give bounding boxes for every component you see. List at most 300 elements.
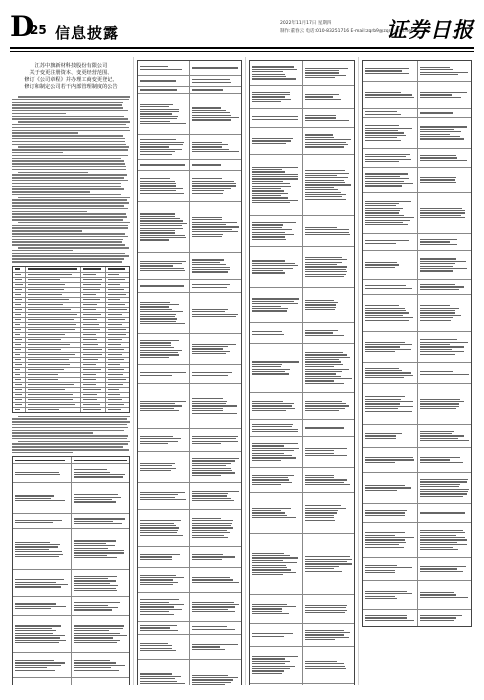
text-line [12,152,63,154]
text-line [83,274,96,275]
text-line [420,486,460,487]
text-line [192,264,226,265]
text-line [305,453,334,454]
text-line [140,223,187,224]
page-number: 25 [30,23,47,37]
table-cell [13,464,72,482]
text-line [365,181,404,182]
text-line [28,274,72,275]
table-cell [72,678,130,685]
table-cell [81,348,105,352]
text-line [365,305,399,306]
table-cell [138,568,190,592]
text-line [140,230,175,231]
table-cell [250,493,303,533]
text-line [12,169,126,171]
text-line [365,539,405,540]
text-line [28,309,71,310]
text-line [305,75,347,76]
text-line [420,544,468,545]
text-line [252,565,286,566]
table-cell [363,168,418,192]
table-row [13,408,129,412]
table-cell [250,624,303,646]
text-line [140,237,186,238]
text-line [12,427,128,429]
text-line [420,92,467,93]
table-cell [26,403,81,407]
text-line [365,183,413,184]
table-cell [106,373,129,377]
text-line [192,470,232,471]
text-line [365,68,409,69]
text-line [15,334,20,335]
table-cell [81,333,105,337]
text-line [252,140,291,141]
text-line [252,236,285,237]
text-line [192,142,222,143]
text-line [365,173,408,174]
text-line [192,460,235,461]
text-line [420,94,453,95]
table-cell [81,328,105,332]
text-line [252,76,286,77]
table-cell [418,473,472,503]
text-line [108,329,127,330]
table-cell [81,323,105,327]
text-line [420,597,469,598]
text-line [365,457,413,458]
text-line [74,460,127,461]
text-line [252,229,292,230]
table-cell [138,87,190,93]
text-line [192,458,239,459]
text-line [252,633,293,634]
text-line [365,73,409,74]
text-line [192,532,230,533]
text-line [140,309,172,310]
text-line [365,570,395,571]
text-line [305,72,339,73]
text-line [420,349,453,350]
text-line [305,146,344,147]
text-line [12,208,128,210]
table-cell [72,616,130,652]
table-cell [13,278,26,282]
text-line [12,443,128,445]
text-line [12,261,122,263]
text-line [192,107,221,108]
table-cell [303,128,355,154]
text-line [74,642,118,643]
text-line [420,270,454,271]
table-row [250,624,354,647]
text-line [83,294,95,295]
text-line [192,82,231,83]
section-letter: D [10,10,35,43]
table-cell [81,313,105,317]
text-line [252,477,288,478]
table-cell [418,61,472,81]
text-line [305,184,351,185]
table-row [363,109,471,118]
text-line [192,443,221,444]
table-row [363,280,471,295]
text-line [305,77,335,78]
table-cell [106,338,129,342]
text-line [12,188,124,190]
text-line [420,512,466,513]
text-line [12,225,128,227]
text-line [140,604,184,605]
table-row [363,473,471,504]
text-line [305,561,348,562]
text-line [365,375,413,376]
text-line [420,493,468,494]
text-line [305,264,338,265]
table-cell [13,267,26,272]
table-row [250,493,354,534]
text-line [15,324,20,325]
text-line [12,449,129,451]
text-line [252,227,282,228]
table-cell [138,293,190,333]
text-line [420,374,469,375]
table-cell [106,267,129,272]
text-line [140,66,168,67]
text-line [140,151,175,152]
text-line [192,346,228,347]
text-line [140,181,175,182]
text-line [420,457,461,458]
table-cell [13,363,26,367]
table-cell [106,368,129,372]
text-line [365,459,414,460]
text-line [420,433,453,434]
text-line [420,69,453,70]
text-line [140,164,185,165]
table-row [138,293,241,334]
text-line [74,548,108,549]
text-line [74,667,111,668]
text-line [192,629,235,630]
text-line [365,159,411,160]
text-line [365,596,395,597]
text-line [12,241,122,243]
text-line [420,286,465,287]
text-line [83,379,96,380]
text-line [15,546,58,547]
table-cell [418,523,472,557]
text-line [305,475,335,476]
text-line [252,183,290,184]
text-line [365,312,409,313]
table-cell [13,403,26,407]
text-line [420,354,455,355]
text-line [192,559,222,560]
table-row [250,247,354,288]
text-line [305,403,346,404]
text-line [140,123,186,124]
text-line [140,104,173,105]
table-row [250,393,354,420]
text-line [140,625,177,626]
text-line [365,510,407,511]
table-row [250,344,354,393]
text-line [74,630,110,631]
text-line [305,479,347,480]
table-cell [363,118,418,148]
text-line [420,568,458,569]
text-line [305,510,339,511]
text-line [420,157,458,158]
text-line [252,224,283,225]
table-cell [81,343,105,347]
table-row [138,365,241,384]
table-cell [13,333,26,337]
table-cell [138,510,190,546]
table-cell [26,363,81,367]
text-line [140,436,173,437]
text-line [305,134,334,135]
text-line [305,257,343,258]
table-cell [81,383,105,387]
text-line [140,410,179,411]
text-line [140,270,185,271]
table-cell [13,393,26,397]
text-line [140,403,175,404]
table-cell [106,308,129,312]
text-line [252,668,290,669]
table-cell [13,514,72,528]
text-line [192,269,230,270]
text-line [365,161,399,162]
table-cell [363,149,418,167]
text-line [12,233,125,235]
text-line [15,608,51,609]
text-line [12,191,90,193]
table-cell [303,493,355,533]
table-cell [81,298,105,302]
column-2 [137,57,242,685]
table-cell [138,280,190,292]
text-line [305,612,345,613]
table-cell [81,393,105,397]
article-table [12,266,130,413]
text-line [83,374,95,375]
text-line [140,599,179,600]
text-line [420,462,464,463]
text-line [12,163,125,165]
column-3 [249,57,355,685]
text-line [252,308,288,309]
text-line [420,74,458,75]
text-line [28,404,75,405]
table-cell [13,313,26,317]
text-line [365,97,414,98]
text-line [192,626,227,627]
text-line [305,357,350,358]
text-line [252,663,285,664]
text-line [252,426,292,427]
text-line [192,348,223,349]
text-line [108,294,127,295]
text-line [12,430,124,432]
table-cell [13,308,26,312]
text-line [252,174,298,175]
table-cell [13,653,72,677]
text-line [108,374,123,375]
table-cell [26,318,81,322]
text-line [192,190,224,191]
text-line [140,285,184,286]
text-line [420,438,458,439]
text-line [192,219,222,220]
table-cell [418,504,472,522]
text-line [140,554,180,555]
text-line [420,592,454,593]
text-line [74,583,111,584]
text-line [12,158,121,160]
text-line [15,319,21,320]
text-line [15,344,21,345]
table-cell [81,368,105,372]
text-line [252,405,292,406]
text-line [15,279,22,280]
text-line [252,408,295,409]
text-line [83,399,97,400]
table-cell [72,514,130,528]
text-line [192,229,232,230]
table-row [363,425,471,448]
table-cell [250,128,303,154]
table-cell [418,280,472,294]
text-line [305,262,343,263]
text-line [305,354,348,355]
text-line [15,579,64,580]
text-line [192,231,238,232]
text-line [15,670,55,671]
text-line [252,268,293,269]
text-line [74,640,120,641]
text-line [15,389,22,390]
table-cell [106,378,129,382]
text-line [252,448,299,449]
table-row [250,86,354,109]
text-line [140,118,177,119]
text-line [252,661,290,662]
table-cell [190,547,241,567]
text-line [420,339,458,340]
table-cell [303,393,355,419]
text-line [305,120,350,121]
table-cell [81,288,105,292]
text-line [83,369,100,370]
table-row [138,202,241,253]
text-line [192,410,223,411]
text-line [15,633,53,634]
text-line [365,240,409,241]
table-cell [190,280,241,292]
text-line [140,357,169,358]
text-line [192,520,233,521]
table-cell [26,338,81,342]
table-row [363,168,471,193]
text-line [140,556,172,557]
text-line [305,427,344,428]
text-line [252,222,296,223]
table-cell [190,293,241,333]
text-line [140,602,169,603]
table-cell [418,251,472,279]
text-line [140,342,171,343]
table-cell [363,425,418,447]
text-line [305,484,351,485]
text-line [108,394,120,395]
text-line [365,396,405,397]
text-line [192,602,234,603]
table-cell [138,135,190,159]
text-line [305,194,346,195]
text-line [305,556,350,557]
table-row [250,155,354,216]
text-line [140,235,185,236]
article-title-line: 江苏中旗新材科技股份有限公司 [34,63,108,69]
text-line [365,317,413,318]
text-line [365,490,397,491]
table-row [138,334,241,365]
text-line [192,224,226,225]
text-line [28,344,71,345]
text-line [305,144,348,145]
text-line [365,399,401,400]
table-cell [13,358,26,362]
comparison-table [362,60,472,627]
text-line [305,508,346,509]
text-line [74,521,113,522]
text-line [252,515,287,516]
table-cell [26,267,81,272]
text-line [420,547,454,548]
text-line [28,399,73,400]
table-cell [363,523,418,557]
table-cell [303,86,355,108]
text-line [252,455,292,456]
text-line [305,450,334,451]
text-line [18,172,88,174]
text-line [305,175,338,176]
text-line [140,438,181,439]
table-row [13,457,129,464]
table-row [250,595,354,624]
text-line [192,271,228,272]
text-line [365,178,409,179]
text-line [365,462,395,463]
table-cell [106,403,129,407]
table-row [138,622,241,635]
text-line [252,613,289,614]
text-line [140,525,176,526]
text-line [252,424,293,425]
table-cell [81,403,105,407]
table-cell [26,278,81,282]
table-row [13,529,129,570]
text-line [74,590,118,591]
text-line [420,594,456,595]
text-line [420,210,466,211]
text-line [140,213,175,214]
text-line [252,604,287,605]
